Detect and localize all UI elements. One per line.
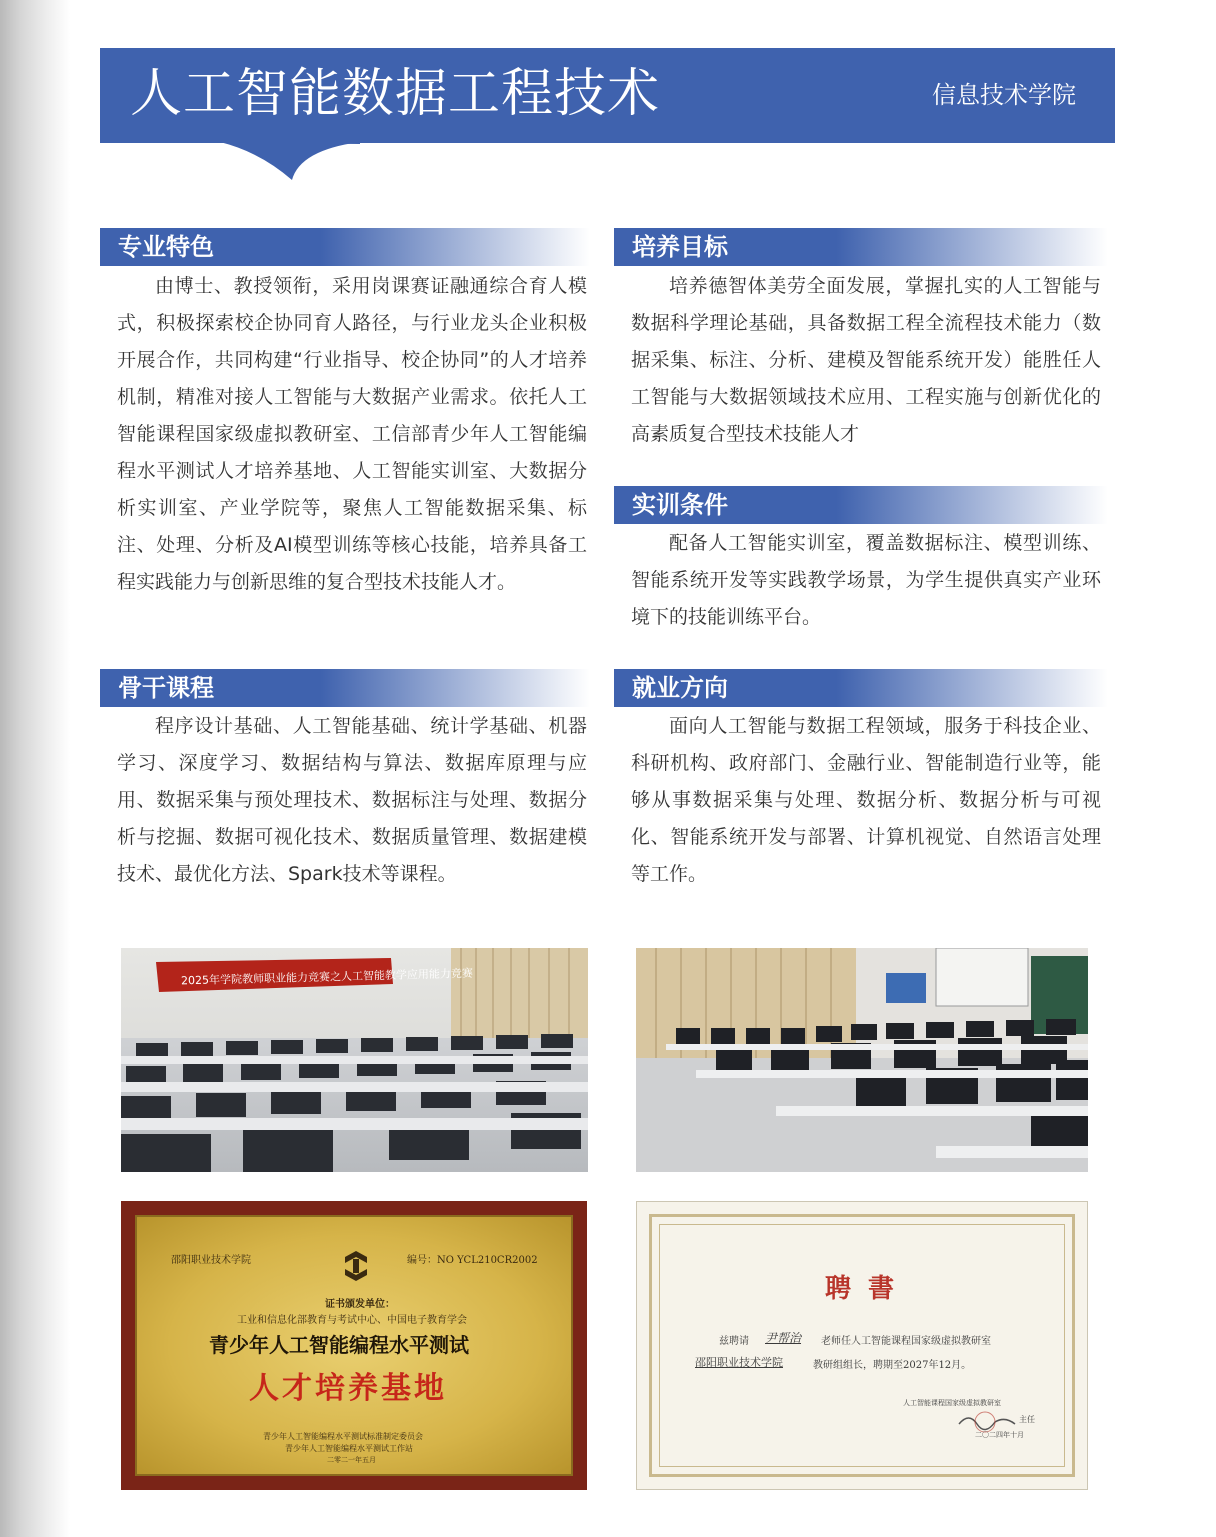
- plaque-logo-icon: [339, 1249, 373, 1283]
- appointment-certificate: [636, 1201, 1088, 1490]
- section-body-courses: 程序设计基础、人工智能基础、统计学基础、机器学习、深度学习、数据结构与算法、数据库原理与应用、数据采集与预处理技术、数据标注与处理、数据分析与挖掘、数据可视化技术、数据质量管理、数据建模技术、最优化方法、Spark技术等课程。: [117, 715, 587, 885]
- appointment-date: 二〇二四年十月: [975, 1431, 1024, 1439]
- appointment-school: 邵阳职业技术学院: [695, 1356, 783, 1369]
- plaque-issuer-label: 证书颁发单位：: [325, 1299, 395, 1310]
- plaque-date: 二零二一年五月: [327, 1456, 376, 1464]
- section-header-goals: [614, 228, 1108, 266]
- section-header-courses: [100, 669, 590, 707]
- section-body-training: 配备人工智能实训室，覆盖数据标注、模型训练、智能系统开发等实践教学场景，为学生提供真实产业环境下的技能训练平台。: [631, 532, 1101, 628]
- page-title: 人工智能数据工程技术: [130, 64, 661, 124]
- plaque-footer-1: 青少年人工智能编程水平测试标准制定委员会: [263, 1432, 423, 1441]
- appointment-title: 聘 書: [825, 1274, 899, 1304]
- appointment-line-prefix: 兹聘请: [719, 1336, 749, 1347]
- section-title: 实训条件: [632, 491, 728, 519]
- svg-text:2025年学院教师职业能力竞赛之人工智能教学应用能力竞赛: 2025年学院教师职业能力竞赛之人工智能教学应用能力竞赛: [180, 966, 474, 988]
- section-header-training: [614, 486, 1108, 524]
- section-body-goals: 培养德智体美劳全面发展，掌握扎实的人工智能与数据科学理论基础，具备数据工程全流程技术能力（数据采集、标注、分析、建模及智能系统开发）能胜任人工智能与大数据领域技术应用、工程实施与创新优化的高素质复合型技术技能人才: [631, 275, 1101, 445]
- college-name: 信息技术学院: [932, 81, 1076, 109]
- appointment-line-suffix: 老师任人工智能课程国家级虚拟教研室: [821, 1336, 991, 1347]
- page-binding-shadow: [0, 0, 70, 1537]
- appointee-name: 尹帮治: [765, 1331, 802, 1345]
- lab-photo-2: [636, 948, 1088, 1172]
- plaque-school: 邵阳职业技术学院: [171, 1255, 251, 1266]
- section-title: 骨干课程: [118, 674, 214, 702]
- appointment-issuer: 人工智能课程国家级虚拟教研室: [903, 1399, 1001, 1407]
- section-body-features: 由博士、教授领衔，采用岗课赛证融通综合育人模式，积极探索校企协同育人路径，与行业龙头企业积极开展合作，共同构建“行业指导、校企协同”的人才培养机制，精准对接人工智能与大数据产业需求。依托人工智能课程国家级虚拟教研室、工信部青少年人工智能编程水平测试人才培养基地、人工智能实训室、大数据分析实训室、产业学院等，聚焦人工智能数据采集、标注、处理、分析及AI模型训练等核心技能，培养具备工程实践能力与创新思维的复合型技术技能人才。: [117, 275, 587, 593]
- section-body-careers: 面向人工智能与数据工程领域，服务于科技企业、科研机构、政府部门、金融行业、智能制造行业等，能够从事数据采集与处理、数据分析、数据分析与可视化、智能系统开发与部署、计算机视觉、自然语言处理等工作。: [631, 715, 1101, 885]
- plaque-subtitle: 人才培养基地: [249, 1371, 447, 1406]
- banner-notch: [100, 142, 360, 182]
- appointment-role: 主任: [1019, 1415, 1035, 1424]
- plaque-title: 青少年人工智能编程水平测试: [209, 1333, 469, 1357]
- plaque-issuers: 工业和信息化部教育与考试中心、中国电子教育学会: [237, 1315, 467, 1326]
- section-header-careers: [614, 669, 1108, 707]
- training-base-plaque: [121, 1201, 587, 1490]
- lab-photo-1: [121, 948, 588, 1172]
- section-title: 就业方向: [632, 674, 728, 702]
- section-title: 专业特色: [118, 233, 214, 261]
- appointment-term: 教研组组长，聘期至2027年12月。: [813, 1360, 972, 1371]
- section-title: 培养目标: [632, 233, 728, 261]
- plaque-footer-2: 青少年人工智能编程水平测试工作站: [285, 1444, 413, 1453]
- plaque-serial: 编号：NO YCL210CR2002: [407, 1255, 538, 1266]
- section-header-features: [100, 228, 590, 266]
